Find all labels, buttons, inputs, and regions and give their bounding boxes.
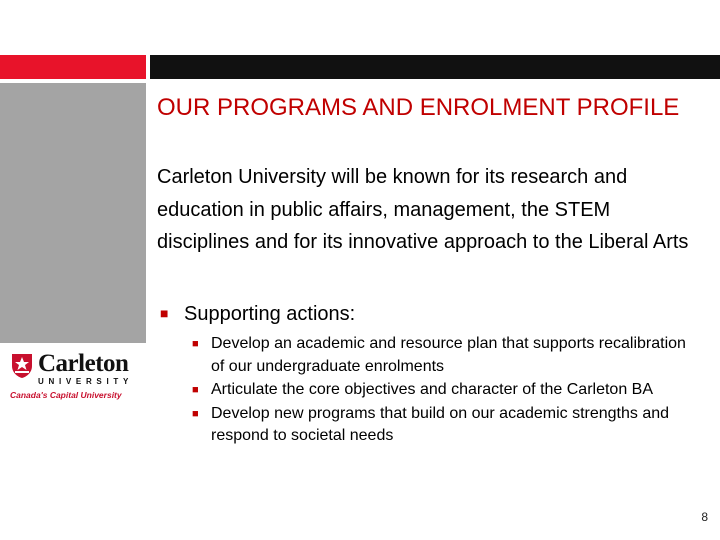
- header-bar: [150, 55, 720, 79]
- list-item-text: Develop an academic and resource plan that supports recalibration of our undergraduate enrolments: [211, 335, 686, 375]
- square-bullet-icon: ■: [192, 384, 199, 396]
- bullet-label: Supporting actions:: [184, 303, 356, 325]
- logo-university: UNIVERSITY: [38, 377, 134, 386]
- slide-intro: Carleton University will be known for its research and education in public affairs, management, the STEM disciplines and for its innovative approach to the Liberal Arts: [157, 166, 689, 253]
- bullet-supporting-actions: [160, 300, 355, 327]
- logo-tagline: Canada's Capital University: [10, 390, 122, 400]
- list-item: [192, 379, 702, 402]
- slide-title: OUR PROGRAMS AND ENROLMENT PROFILE: [157, 94, 680, 121]
- carleton-logo: [8, 350, 140, 402]
- list-item-text: Develop new programs that build on our academic strengths and respond to societal needs: [211, 404, 670, 444]
- shield-icon: [11, 353, 33, 379]
- side-panel: [0, 83, 146, 343]
- logo-wordmark: Carleton: [38, 350, 129, 377]
- header-accent-bar: [0, 55, 146, 79]
- list-item-text: Articulate the core objectives and character of the Carleton BA: [211, 381, 654, 398]
- list-item: [192, 333, 702, 378]
- page-number: 8: [701, 510, 708, 524]
- square-bullet-icon: ■: [160, 305, 169, 321]
- square-bullet-icon: ■: [192, 407, 199, 420]
- list-item: [192, 403, 702, 448]
- sub-bullet-list: [192, 333, 702, 449]
- square-bullet-icon: ■: [192, 338, 199, 350]
